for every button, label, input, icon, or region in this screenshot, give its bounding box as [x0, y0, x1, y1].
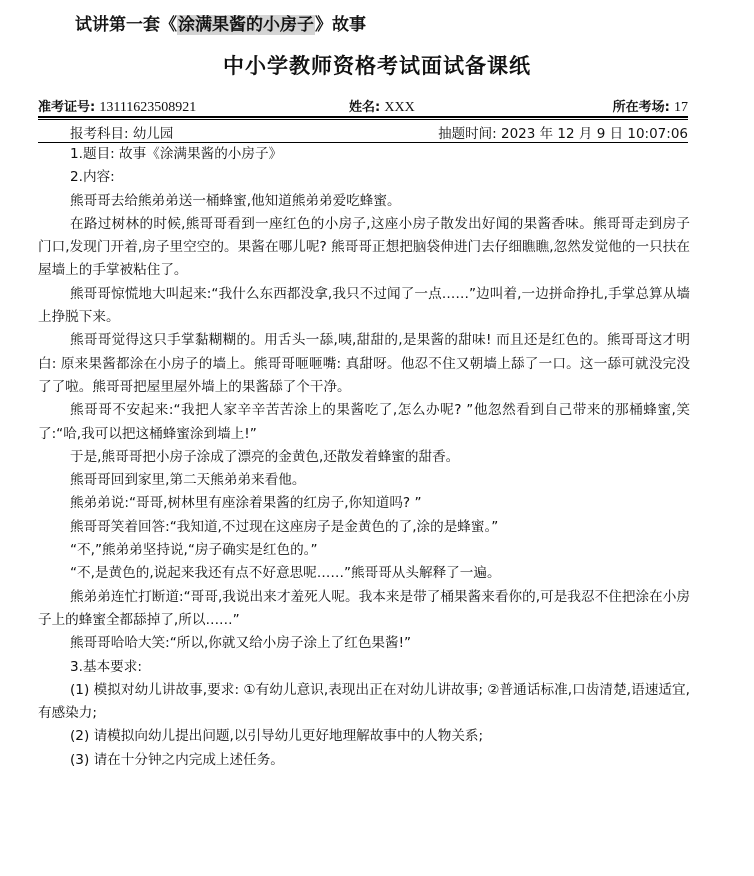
requirement-item: (3) 请在十分钟之内完成上述任务。	[70, 751, 284, 768]
requirement-item: (2) 请模拟向幼儿提出问题,以引导幼儿更好地理解故事中的人物关系;	[70, 728, 484, 745]
content-label: 2.内容:	[70, 169, 115, 186]
requirement-item: (1) 模拟对幼儿讲故事,要求: ①有幼儿意识,表现出正在对幼儿讲故事; ②普通话标准,口齿清楚,语速适宜,有感染力;	[38, 681, 690, 722]
story-paragraph: 熊哥哥哈哈大笑:“所以,你就又给小房子涂上了红色果酱!”	[70, 635, 412, 652]
heading-prefix: 试讲第一套《	[75, 15, 177, 35]
topic-line: 1.题目: 故事《涂满果酱的小房子》	[70, 146, 283, 162]
story-paragraph: 在路过树林的时候,熊哥哥看到一座红色的小房子,这座小房子散发出好闻的果酱香味。熊哥哥走到房子门口,发现门开着,房子里空空的。果酱在哪儿呢? 熊哥哥正想把脑袋伸进门去仔细瞧瞧,忽然发觉他的一只扶在屋墙上的手掌被粘住了。	[38, 215, 690, 279]
subject-row	[38, 120, 688, 142]
name-label: 姓名:	[349, 100, 381, 115]
heading-suffix: 》故事	[315, 15, 366, 35]
draw-time-text: 抽题时间: 2023 年 12 月 9 日 10:07:06	[438, 126, 688, 142]
requirements-label: 3.基本要求:	[70, 658, 142, 675]
story-paragraph: “不,是黄色的,说起来我还有点不好意思呢……”熊哥哥从头解释了一遍。	[70, 565, 501, 582]
story-paragraph: “不,”熊弟弟坚持说,“房子确实是红色的。”	[70, 542, 318, 559]
story-paragraph: 熊哥哥不安起来:“我把人家辛辛苦苦涂上的果酱吃了,怎么办呢? ”他忽然看到自己带来的那桶蜂蜜,笑了:“哈,我可以把这桶蜂蜜涂到墙上!”	[38, 402, 690, 442]
candidate-name	[349, 96, 415, 116]
story-paragraph: 熊哥哥觉得这只手掌黏糊糊的。用舌头一舔,咦,甜甜的,是果酱的甜味! 而且还是红色的。熊哥哥这才明白: 原来果酱都涂在小房子的墙上。熊哥哥咂咂嘴: 真甜呀。他忍不住又朝墙上舔了一口。这一舔可就没完没了了啦。熊哥哥把屋里屋外墙上的果酱舔了个干净。	[38, 332, 690, 395]
story-paragraph: 熊哥哥回到家里,第二天熊弟弟来看他。	[70, 472, 306, 489]
document-heading	[75, 10, 366, 35]
room-value: 17	[674, 100, 688, 115]
exam-id	[38, 96, 196, 116]
room-label: 所在考场:	[612, 100, 670, 115]
story-paragraph: 熊弟弟连忙打断道:“哥哥,我说出来才羞死人呢。我本来是带了桶果酱来看你的,可是我忍不住把涂在小房子上的蜂蜜全都舔掉了,所以……”	[38, 588, 690, 628]
story-paragraph: 于是,熊哥哥把小房子涂成了漂亮的金黄色,还散发着蜂蜜的甜香。	[70, 448, 460, 465]
candidate-info-row	[38, 94, 688, 116]
story-paragraph: 熊哥哥去给熊弟弟送一桶蜂蜜,他知道熊弟弟爱吃蜂蜜。	[70, 192, 401, 209]
exam-id-value: 13111623508921	[99, 100, 197, 115]
highlighted-story-title[interactable]: 涂满果酱的小房子	[178, 15, 314, 35]
name-value: XXX	[384, 100, 415, 115]
exam-id-label: 准考证号:	[38, 100, 96, 115]
subject-text: 报考科目: 幼儿园	[70, 126, 174, 142]
divider-thick	[38, 116, 688, 118]
exam-room	[613, 96, 688, 116]
story-paragraph: 熊哥哥惊慌地大叫起来:“我什么东西都没拿,我只不过闻了一点……”边叫着,一边拼命挣扎,手掌总算从墙上挣脱下来。	[38, 285, 690, 326]
page-title: 中小学教师资格考试面试备课纸	[223, 54, 531, 78]
story-paragraph: 熊哥哥笑着回答:“我知道,不过现在这座房子是金黄色的了,涂的是蜂蜜。”	[70, 518, 499, 535]
question-body	[38, 143, 690, 772]
story-paragraph: 熊弟弟说:“哥哥,树林里有座涂着果酱的红房子,你知道吗? ”	[70, 495, 422, 512]
